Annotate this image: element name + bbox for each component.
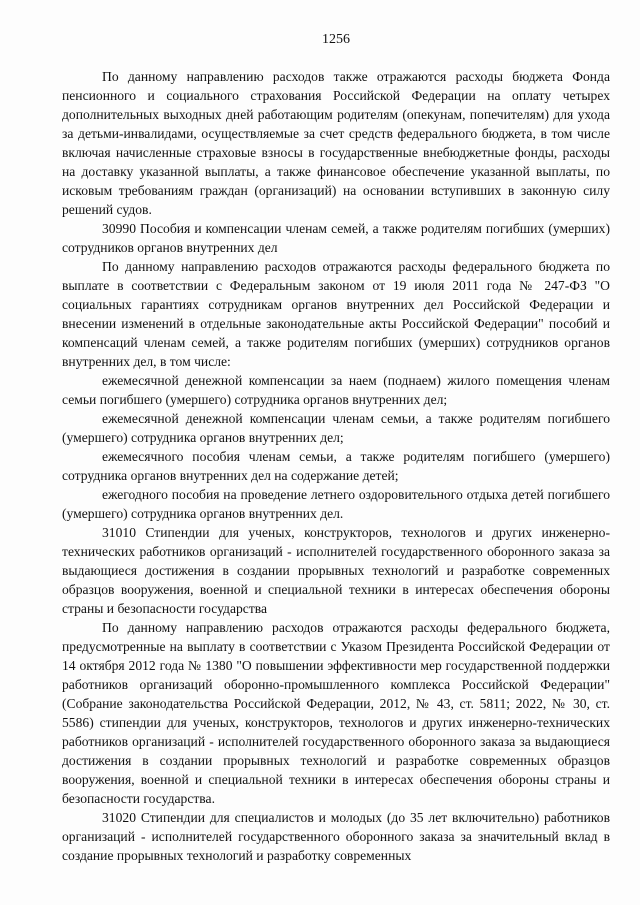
paragraph-fund-expenses: По данному направлению расходов также отражаются расходы бюджета Фонда пенсионного и социального страхования Российской Федерации на оплату четырех дополнительных выходных дней работающим родителям (опекунам, попечителям) для ухода за детьми-инвалидами, осуществляемые за счет средств федерального бюджета, в том числе включая начисленные страховые взносы в государственные внебюджетные фонды, расходы на доставку указанной выплаты, а также финансовое обеспечение указанной выплаты, по исковым требованиям граждан (организаций) на основании вступивших в законную силу решений судов.: [62, 69, 610, 217]
paragraph-30990-description: По данному направлению расходов отражаются расходы федерального бюджета по выплате в соответствии с Федеральным законом от 19 июля 2011 года № 247-ФЗ "О социальных гарантиях сотрудникам органов внутренних дел Российской Федерации и внесении изменений в отдельные законодательные акты Российской Федерации" пособий и компенсаций членам семей, а также родителям погибших (умерших) сотрудников органов внутренних дел, в том числе:: [62, 259, 610, 369]
list-item: ежегодного пособия на проведение летнего оздоровительного отдыха детей погибшего (умершего) сотрудника органов внутренних дел.: [62, 487, 610, 521]
heading-31020: 31020 Стипендии для специалистов и молодых (до 35 лет включительно) работников организаций - исполнителей государственного оборонного заказа за значительный вклад в создание прорывных технологий и разработку современных: [62, 810, 610, 863]
paragraph-31010-description: По данному направлению расходов отражаются расходы федерального бюджета, предусмотренные на выплату в соответствии с Указом Президента Российской Федерации от 14 октября 2012 года № 1380 "О повышении эффективности мер государственной поддержки работников организаций оборонно-промышленного комплекса Российской Федерации" (Собрание законодательства Российской Федерации, 2012, № 43, ст. 5811; 2022, № 30, ст. 5586) стипендии для ученых, конструкторов, технологов и других инженерно-технических работников организаций - исполнителей государственного оборонного заказа за выдающиеся достижения в создании прорывных технологий и разработке современных образцов вооружения, военной и специальной техники в интересах обеспечения обороны страны и безопасности государства.: [62, 620, 610, 806]
heading-31010: 31010 Стипендии для ученых, конструкторов, технологов и других инженерно-технических работников организаций - исполнителей государственного оборонного заказа за выдающиеся достижения в создании прорывных технологий и разработке современных образцов вооружения, военной и специальной техники в интересах обеспечения обороны страны и безопасности государства: [62, 525, 610, 616]
list-item: ежемесячной денежной компенсации членам семьи, а также родителям погибшего (умершего) сотрудника органов внутренних дел;: [62, 411, 610, 445]
heading-30990: 30990 Пособия и компенсации членам семей, а также родителям погибших (умерших) сотрудников органов внутренних дел: [62, 221, 610, 255]
list-item: ежемесячной денежной компенсации за наем (поднаем) жилого помещения членам семьи погибшего (умершего) сотрудника органов внутренних дел;: [62, 373, 610, 407]
page-number: 1256: [322, 32, 350, 47]
list-item: ежемесячного пособия членам семьи, а также родителям погибшего (умершего) сотрудника органов внутренних дел на содержание детей;: [62, 449, 610, 483]
